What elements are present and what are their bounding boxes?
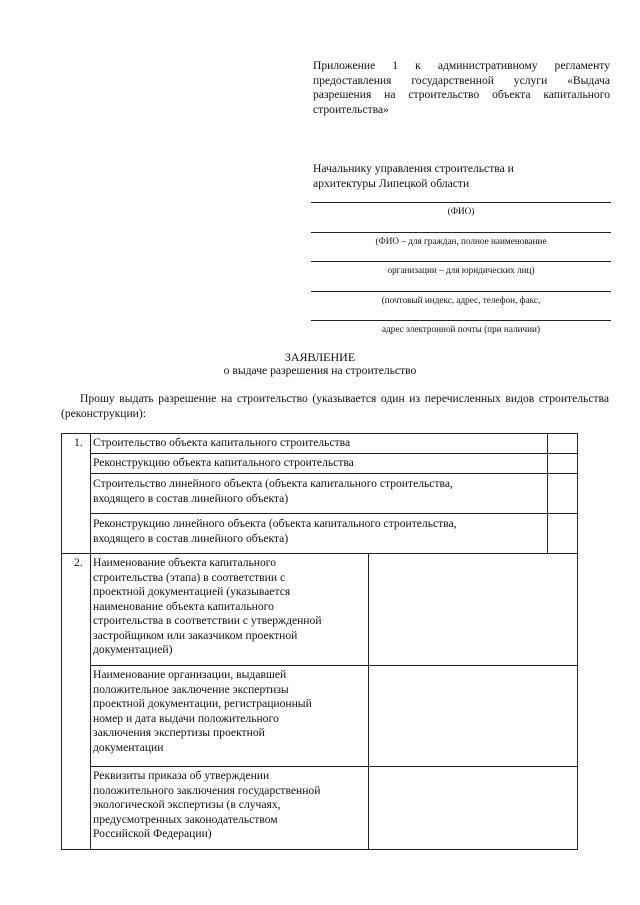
table-divider bbox=[90, 766, 578, 767]
address-hint: (почтовый индекс, адрес, телефон, факс, bbox=[381, 295, 541, 305]
fio-hint: (ФИО) bbox=[447, 206, 475, 216]
object-name-value[interactable] bbox=[372, 556, 574, 664]
table-divider bbox=[368, 553, 369, 850]
table-border-top bbox=[61, 433, 578, 434]
table-border-right bbox=[577, 433, 578, 850]
addressee bbox=[313, 161, 613, 191]
request-paragraph: Прошу выдать разрешение на строительство (указывается один из перечисленных видов строительства (реконструкции): bbox=[61, 392, 609, 420]
option-label: Строительство объекта капитального строительства bbox=[93, 436, 351, 449]
table-divider bbox=[90, 433, 91, 850]
statement-title: ЗАЯВЛЕНИЕ bbox=[284, 350, 356, 364]
table-border-bottom bbox=[61, 849, 578, 850]
field-label: Наименование объекта капитального строительства (этапа) в соответствии с проектной документацией (указывается наименование объекта капитального строительства в соответствии с утвержденной застройщиком или заказчиком проектной документацией) bbox=[93, 556, 322, 656]
applicant-name-line[interactable] bbox=[311, 232, 611, 233]
option-checkbox[interactable] bbox=[548, 434, 577, 453]
address-line[interactable] bbox=[311, 291, 611, 292]
table-divider bbox=[90, 453, 578, 454]
organization-line[interactable] bbox=[311, 261, 611, 262]
table-divider bbox=[90, 513, 578, 514]
statement-subtitle: о выдаче разрешения на строительство bbox=[223, 364, 417, 377]
addressee-line-2: архитектуры Липецкой области bbox=[313, 177, 470, 190]
ecological-expertise-value[interactable] bbox=[372, 769, 574, 847]
field-label: Наименование организации, выдавшей положительное заключение экспертизы проектной документации, регистрационный номер и дата выдачи положительного заключения экспертизы проектной документации bbox=[93, 668, 312, 754]
applicant-name-hint: (ФИО – для граждан, полное наименование bbox=[375, 236, 547, 246]
email-line[interactable] bbox=[311, 320, 611, 321]
table-divider bbox=[90, 473, 578, 474]
option-label: Реконструкцию линейного объекта (объекта капитального строительства, входящего в состав линейного объекта) bbox=[93, 517, 457, 545]
option-checkbox[interactable] bbox=[548, 474, 577, 513]
addressee-line-1: Начальнику управления строительства и bbox=[313, 162, 514, 175]
option-checkbox[interactable] bbox=[548, 514, 577, 553]
field-label: Реквизиты приказа об утверждении положительного заключения государственной экологической экспертизы (в случаях, предусмотренных законодательством Российской Федерации) bbox=[93, 769, 321, 840]
table-divider bbox=[61, 553, 578, 554]
appendix-header: Приложение 1 к административному регламенту предоставления государственной услуги «Выдача разрешения на строительство объекта капитального строительства» bbox=[313, 59, 610, 117]
email-hint: адрес электронной почты (при наличии) bbox=[381, 324, 541, 334]
row-number: 1. bbox=[74, 436, 83, 449]
table-border-left bbox=[61, 433, 62, 850]
fio-line[interactable] bbox=[311, 202, 611, 203]
table-divider bbox=[90, 665, 578, 666]
option-label: Строительство линейного объекта (объекта капитального строительства, входящего в состав линейного объекта) bbox=[93, 477, 453, 505]
row-number: 2. bbox=[74, 556, 83, 569]
option-checkbox[interactable] bbox=[548, 454, 577, 473]
expertise-organization-value[interactable] bbox=[372, 668, 574, 764]
option-label: Реконструкцию объекта капитального строительства bbox=[93, 456, 354, 469]
organization-hint: организации – для юридических лиц) bbox=[387, 265, 535, 275]
